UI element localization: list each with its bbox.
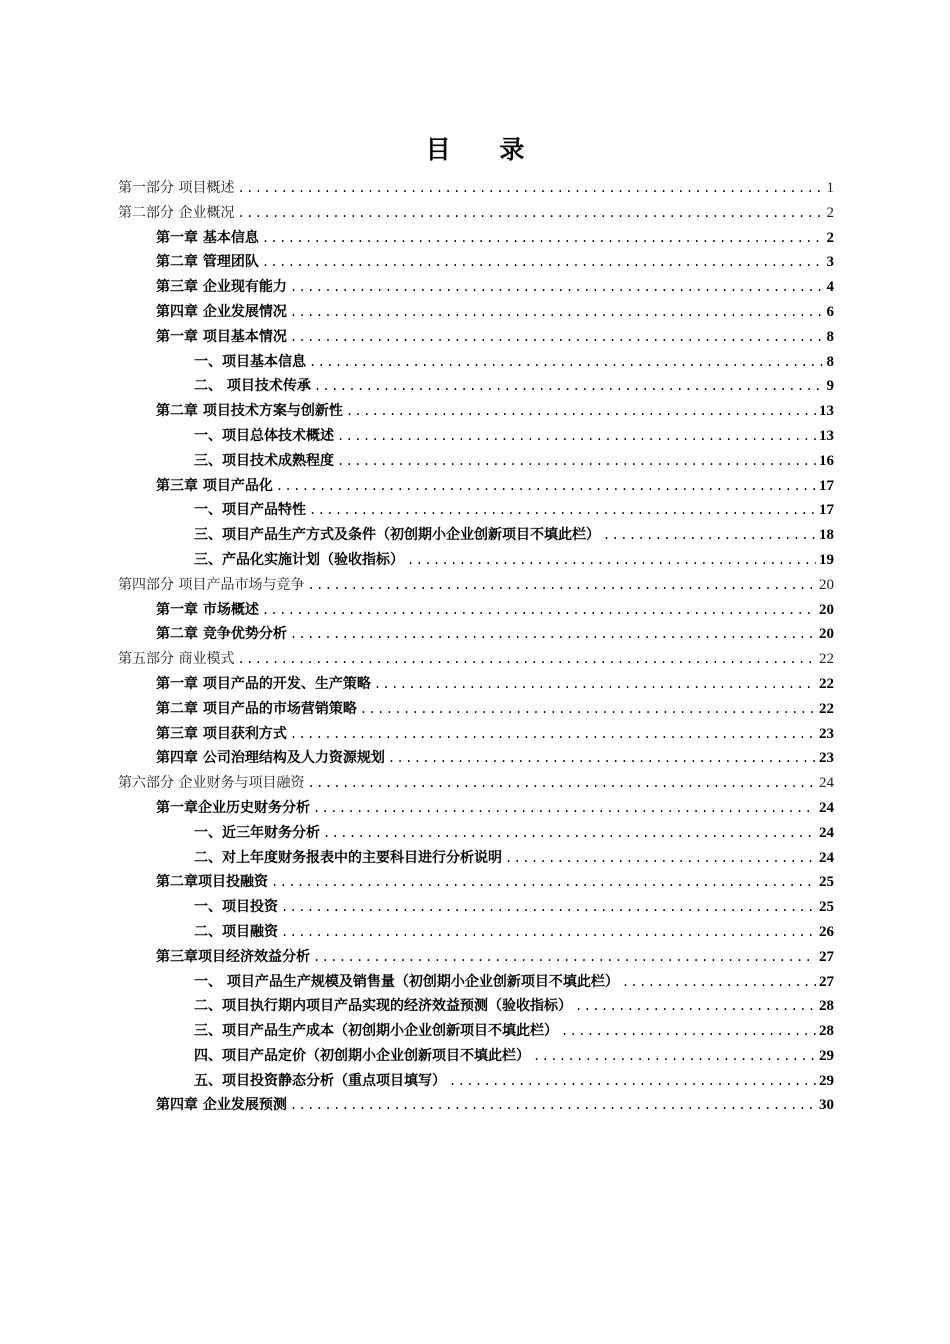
toc-entry-title: 第一章 项目产品的开发、生产策略 (156, 675, 371, 692)
toc-entry-page-number: 22 (819, 651, 834, 668)
toc-entry-title: 三、项目技术成熟程度 (194, 452, 334, 469)
toc-entry[interactable] (118, 622, 834, 647)
toc-entry-page-number: 27 (819, 948, 834, 965)
toc-leader-dots (290, 300, 824, 325)
toc-entry-page-number: 16 (819, 452, 834, 469)
toc-entry-title: 三、项目产品生产方式及条件（初创期小企业创新项目不填此栏） (194, 527, 600, 544)
page-title: 目 录 (425, 135, 545, 164)
toc-entry-title: 一、近三年财务分析 (194, 824, 320, 841)
toc-entry[interactable] (118, 796, 834, 821)
toc-entry-page-number: 25 (819, 874, 834, 891)
toc-entry-title: 一、项目总体技术概述 (194, 427, 334, 444)
toc-entry[interactable] (118, 399, 834, 424)
toc-entry-title: 第四章 公司治理结构及人力资源规划 (156, 750, 385, 767)
toc-entry[interactable] (118, 1044, 834, 1069)
toc-entry-page-number: 24 (819, 824, 834, 841)
toc-entry-title: 第二章 竞争优势分析 (156, 626, 287, 643)
toc-entry-page-number: 4 (826, 279, 834, 296)
toc-entry-title: 二、项目执行期内项目产品实现的经济效益预测（验收指标） (194, 998, 572, 1015)
toc-entry-title: 第一章企业历史财务分析 (156, 799, 310, 816)
toc-entry-page-number: 2 (826, 229, 834, 246)
toc-entry[interactable] (118, 870, 834, 895)
toc-entry-title: 一、项目基本信息 (194, 353, 306, 370)
toc-entry-page-number: 9 (826, 378, 834, 395)
toc-entry-page-number: 17 (819, 502, 834, 519)
toc-entry-page-number: 20 (819, 576, 834, 593)
toc-entry-page-number: 6 (826, 303, 834, 320)
table-of-contents (118, 176, 834, 1118)
toc-entry-page-number: 28 (819, 998, 834, 1015)
toc-entry-page-number: 30 (819, 1097, 834, 1114)
toc-entry[interactable] (118, 920, 834, 945)
toc-entry-title: 第一章 基本信息 (156, 229, 259, 246)
toc-entry-title: 第二章 项目技术方案与创新性 (156, 403, 343, 420)
toc-entry[interactable] (118, 598, 834, 623)
toc-entry-title: 第一章 项目基本情况 (156, 328, 287, 345)
toc-entry[interactable] (118, 970, 834, 995)
toc-entry-page-number: 23 (819, 725, 834, 742)
toc-entry[interactable] (118, 697, 834, 722)
toc-entry[interactable] (118, 523, 834, 548)
toc-leader-dots (281, 920, 816, 945)
toc-leader-dots (309, 350, 824, 375)
toc-entry-page-number: 25 (819, 899, 834, 916)
toc-entry[interactable] (118, 1093, 834, 1118)
toc-leader-dots (314, 374, 824, 399)
toc-entry-page-number: 28 (819, 1023, 834, 1040)
toc-leader-dots (561, 1019, 816, 1044)
toc-leader-dots (307, 573, 816, 598)
toc-entry-title: 一、项目投资 (194, 899, 278, 916)
toc-leader-dots (281, 895, 816, 920)
toc-entry-page-number: 29 (819, 1047, 834, 1064)
toc-entry[interactable] (118, 647, 834, 672)
toc-entry-title: 第二章 项目产品的市场营销策略 (156, 700, 357, 717)
toc-leader-dots (307, 771, 816, 796)
toc-leader-dots (290, 622, 816, 647)
toc-leader-dots (271, 870, 816, 895)
toc-leader-dots (346, 399, 816, 424)
toc-leader-dots (237, 647, 816, 672)
toc-entry-page-number: 20 (819, 626, 834, 643)
toc-entry[interactable] (118, 994, 834, 1019)
toc-entry-page-number: 13 (819, 403, 834, 420)
toc-leader-dots (313, 945, 816, 970)
toc-leader-dots (313, 796, 816, 821)
toc-entry-page-number: 8 (826, 328, 834, 345)
toc-entry-title: 第一章 市场概述 (156, 601, 259, 618)
toc-entry-title: 第五部分 商业模式 (118, 651, 235, 668)
toc-entry-page-number: 8 (826, 353, 834, 370)
toc-entry-title: 第四章 企业发展预测 (156, 1097, 287, 1114)
toc-entry[interactable] (118, 374, 834, 399)
toc-leader-dots (290, 722, 816, 747)
toc-leader-dots (337, 424, 816, 449)
toc-entry-page-number: 22 (819, 700, 834, 717)
toc-entry-page-number: 18 (819, 527, 834, 544)
toc-leader-dots (262, 226, 824, 251)
toc-entry-page-number: 27 (819, 973, 834, 990)
toc-entry[interactable] (118, 722, 834, 747)
toc-entry[interactable] (118, 746, 834, 771)
toc-entry-title: 四、项目产品定价（初创期小企业创新项目不填此栏） (194, 1047, 530, 1064)
toc-leader-dots (323, 821, 816, 846)
toc-entry[interactable] (118, 449, 834, 474)
toc-entry-page-number: 24 (819, 775, 834, 792)
toc-leader-dots (374, 672, 816, 697)
toc-entry-page-number: 19 (819, 551, 834, 568)
toc-entry-page-number: 26 (819, 923, 834, 940)
toc-entry-title: 第二章项目投融资 (156, 874, 268, 891)
toc-entry-page-number: 22 (819, 675, 834, 692)
toc-entry[interactable] (118, 846, 834, 871)
toc-leader-dots (262, 598, 816, 623)
toc-leader-dots (309, 498, 816, 523)
toc-entry[interactable] (118, 672, 834, 697)
toc-entry-title: 第二章 管理团队 (156, 254, 259, 271)
toc-entry-title: 第四部分 项目产品市场与竞争 (118, 576, 305, 593)
toc-entry-title: 五、项目投资静态分析（重点项目填写） (194, 1072, 446, 1089)
toc-entry[interactable] (118, 176, 834, 201)
toc-entry-page-number: 1 (826, 180, 834, 196)
toc-entry-title: 三、项目产品生产成本（初创期小企业创新项目不填此栏） (194, 1023, 558, 1040)
toc-entry[interactable] (118, 771, 834, 796)
toc-leader-dots (575, 994, 816, 1019)
toc-entry[interactable] (118, 573, 834, 598)
toc-entry-page-number: 24 (819, 799, 834, 816)
toc-entry[interactable] (118, 300, 834, 325)
toc-entry[interactable] (118, 498, 834, 523)
toc-entry-title: 第一部分 项目概述 (118, 180, 235, 196)
toc-leader-dots (262, 250, 824, 275)
toc-entry-title: 第三章 企业现有能力 (156, 279, 287, 296)
toc-leader-dots (290, 1093, 816, 1118)
toc-entry[interactable] (118, 250, 834, 275)
toc-entry-page-number: 17 (819, 477, 834, 494)
toc-entry-title: 第二部分 企业概况 (118, 204, 235, 221)
toc-entry[interactable] (118, 424, 834, 449)
toc-entry[interactable] (118, 1019, 834, 1044)
toc-entry-page-number: 20 (819, 601, 834, 618)
toc-entry[interactable] (118, 1069, 834, 1094)
toc-entry[interactable] (118, 945, 834, 970)
toc-entry-title: 二、对上年度财务报表中的主要科目进行分析说明 (194, 849, 502, 866)
toc-leader-dots (603, 523, 816, 548)
toc-entry[interactable] (118, 895, 834, 920)
toc-leader-dots (407, 548, 816, 573)
toc-leader-dots (290, 325, 824, 350)
toc-entry-title: 第三章 项目获利方式 (156, 725, 287, 742)
toc-entry-page-number: 2 (826, 204, 834, 221)
toc-leader-dots (337, 449, 816, 474)
toc-leader-dots (237, 176, 823, 201)
toc-entry[interactable] (118, 275, 834, 300)
toc-leader-dots (533, 1044, 816, 1069)
toc-entry-title: 一、项目产品特性 (194, 502, 306, 519)
toc-entry-title: 第三章项目经济效益分析 (156, 948, 310, 965)
toc-entry-title: 第四章 企业发展情况 (156, 303, 287, 320)
toc-entry-page-number: 23 (819, 750, 834, 767)
toc-leader-dots (360, 697, 816, 722)
toc-leader-dots (622, 970, 816, 995)
toc-leader-dots (290, 275, 824, 300)
toc-entry[interactable] (118, 474, 834, 499)
toc-entry-page-number: 29 (819, 1072, 834, 1089)
toc-entry-title: 三、产品化实施计划（验收指标） (194, 551, 404, 568)
toc-leader-dots (388, 746, 816, 771)
toc-entry-page-number: 24 (819, 849, 834, 866)
toc-entry[interactable] (118, 226, 834, 251)
toc-entry-title: 一、 项目产品生产规模及销售量（初创期小企业创新项目不填此栏） (194, 973, 619, 990)
toc-entry-title: 第六部分 企业财务与项目融资 (118, 775, 305, 792)
toc-entry-page-number: 13 (819, 427, 834, 444)
toc-entry[interactable] (118, 821, 834, 846)
toc-entry-title: 二、项目融资 (194, 923, 278, 940)
toc-leader-dots (276, 474, 816, 499)
toc-entry[interactable] (118, 325, 834, 350)
toc-leader-dots (237, 201, 823, 226)
toc-entry[interactable] (118, 201, 834, 226)
toc-entry[interactable] (118, 350, 834, 375)
toc-leader-dots (505, 846, 816, 871)
toc-leader-dots (449, 1069, 816, 1094)
toc-entry-title: 二、 项目技术传承 (194, 378, 311, 395)
toc-entry-page-number: 3 (826, 254, 834, 271)
toc-entry[interactable] (118, 548, 834, 573)
toc-entry-title: 第三章 项目产品化 (156, 477, 273, 494)
